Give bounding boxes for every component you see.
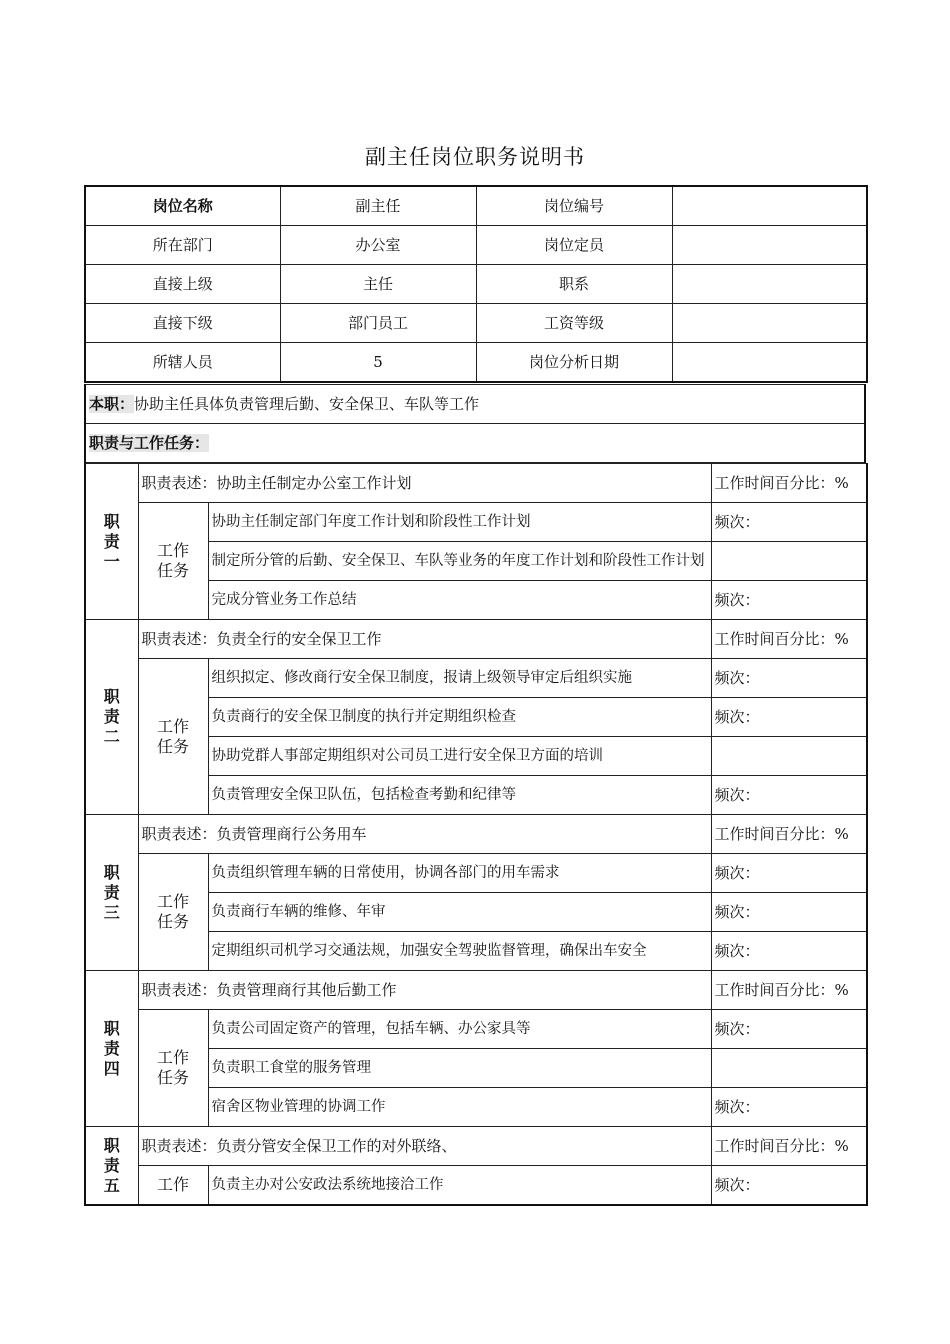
duty-desc-row (85, 971, 867, 1010)
task-text: 负责商行的安全保卫制度的执行并定期组织检查 (208, 698, 711, 737)
time-percentage: 工作时间百分比：% (711, 464, 867, 503)
duty-name-text: 职责四 (103, 1018, 120, 1078)
duty-name (85, 1127, 138, 1206)
info-label: 岗位名称 (85, 186, 280, 226)
work-task-label-text: 工作 (156, 1175, 189, 1194)
duty-name-text: 职责二 (103, 687, 120, 746)
duty-desc-row (85, 620, 867, 659)
info-value: 办公室 (280, 226, 476, 265)
task-frequency (711, 542, 867, 581)
work-task-label (138, 854, 208, 971)
work-task-label-text: 工作任务 (156, 541, 189, 580)
duty-name (85, 971, 138, 1127)
task-text: 负责管理安全保卫队伍，包括检查考勤和纪律等 (208, 776, 711, 815)
task-row (85, 1010, 867, 1049)
task-text: 负责职工食堂的服务管理 (208, 1049, 711, 1088)
duty-name (85, 620, 138, 815)
duties-table (84, 463, 868, 1206)
duty-name (85, 464, 138, 620)
task-frequency: 频次： (711, 1010, 867, 1049)
info-value (672, 343, 867, 383)
position-info-table (84, 185, 868, 383)
task-text: 组织拟定、修改商行安全保卫制度，报请上级领导审定后组织实施 (208, 659, 711, 698)
task-frequency (711, 737, 867, 776)
info-row (85, 226, 867, 265)
duty-description: 职责表述：负责管理商行公务用车 (138, 815, 711, 854)
work-task-label-text: 工作任务 (156, 716, 189, 756)
time-percentage: 工作时间百分比：% (711, 620, 867, 659)
duty-description: 职责表述：负责管理商行其他后勤工作 (138, 971, 711, 1010)
task-row (85, 854, 867, 893)
info-label: 工资等级 (476, 304, 672, 343)
task-frequency: 频次： (711, 932, 867, 971)
task-text: 制定所分管的后勤、安全保卫、车队等业务的年度工作计划和阶段性工作计划 (208, 542, 711, 581)
task-frequency: 频次： (711, 776, 867, 815)
info-label: 岗位定员 (476, 226, 672, 265)
info-value (672, 265, 867, 304)
time-percentage: 工作时间百分比：% (711, 815, 867, 854)
info-value (672, 226, 867, 265)
main-duty-row (85, 385, 865, 424)
work-task-label (138, 659, 208, 815)
duty-description: 职责表述：负责分管安全保卫工作的对外联络、 (138, 1127, 711, 1166)
main-duty-table (84, 384, 866, 463)
info-value (672, 304, 867, 343)
info-label: 岗位分析日期 (476, 343, 672, 383)
duty-desc-row (85, 1127, 867, 1166)
info-label: 直接上级 (85, 265, 280, 304)
info-row (85, 265, 867, 304)
task-frequency: 频次： (711, 893, 867, 932)
task-text: 协助主任制定部门年度工作计划和阶段性工作计划 (208, 503, 711, 542)
info-value: 主任 (280, 265, 476, 304)
page-title: 副主任岗位职务说明书 (365, 145, 585, 169)
duty-description: 职责表述：负责全行的安全保卫工作 (138, 620, 711, 659)
task-text: 负责主办对公安政法系统地接洽工作 (208, 1166, 711, 1206)
task-text: 负责商行车辆的维修、年审 (208, 893, 711, 932)
duty-name (85, 815, 138, 971)
task-text: 负责组织管理车辆的日常使用，协调各部门的用车需求 (208, 854, 711, 893)
task-text: 完成分管业务工作总结 (208, 581, 711, 620)
duty-desc-row (85, 464, 867, 503)
task-frequency: 频次： (711, 1088, 867, 1127)
task-frequency (711, 1049, 867, 1088)
time-percentage: 工作时间百分比：% (711, 1127, 867, 1166)
info-value: 部门员工 (280, 304, 476, 343)
work-task-label (138, 1166, 208, 1206)
info-label: 直接下级 (85, 304, 280, 343)
task-frequency: 频次： (711, 1166, 867, 1206)
duty-description: 职责表述：协助主任制定办公室工作计划 (138, 464, 711, 503)
duty-name-text: 职责三 (103, 862, 120, 922)
info-row (85, 304, 867, 343)
info-label: 所辖人员 (85, 343, 280, 383)
info-label: 岗位编号 (476, 186, 672, 226)
info-row (85, 343, 867, 383)
main-duty-text: 协助主任具体负责管理后勤、安全保卫、车队等工作 (134, 394, 480, 413)
main-duty-label: 本职： (89, 394, 135, 413)
duty-name-text: 职责一 (103, 511, 120, 571)
task-row (85, 659, 867, 698)
task-frequency: 频次： (711, 503, 867, 542)
task-text: 负责公司固定资产的管理，包括车辆、办公家具等 (208, 1010, 711, 1049)
duties-header-row (85, 424, 865, 463)
duty-desc-row (85, 815, 867, 854)
time-percentage: 工作时间百分比：% (711, 971, 867, 1010)
info-value: 副主任 (280, 186, 476, 226)
task-frequency: 频次： (711, 581, 867, 620)
work-task-label (138, 1010, 208, 1127)
info-value: 5 (280, 343, 476, 383)
info-row (85, 186, 867, 226)
info-label: 所在部门 (85, 226, 280, 265)
info-value (672, 186, 867, 226)
task-row (85, 1166, 867, 1206)
work-task-label-text: 工作任务 (156, 892, 189, 931)
work-task-label (138, 503, 208, 620)
task-frequency: 频次： (711, 659, 867, 698)
task-text: 宿舍区物业管理的协调工作 (208, 1088, 711, 1127)
info-label: 职系 (476, 265, 672, 304)
task-text: 定期组织司机学习交通法规，加强安全驾驶监督管理，确保出车安全 (208, 932, 711, 971)
work-task-label-text: 工作任务 (156, 1048, 189, 1087)
task-frequency: 频次： (711, 698, 867, 737)
duties-header: 职责与工作任务： (89, 433, 210, 452)
duty-name-text: 职责五 (103, 1135, 120, 1195)
task-text: 协助党群人事部定期组织对公司员工进行安全保卫方面的培训 (208, 737, 711, 776)
task-row (85, 503, 867, 542)
task-frequency: 频次： (711, 854, 867, 893)
